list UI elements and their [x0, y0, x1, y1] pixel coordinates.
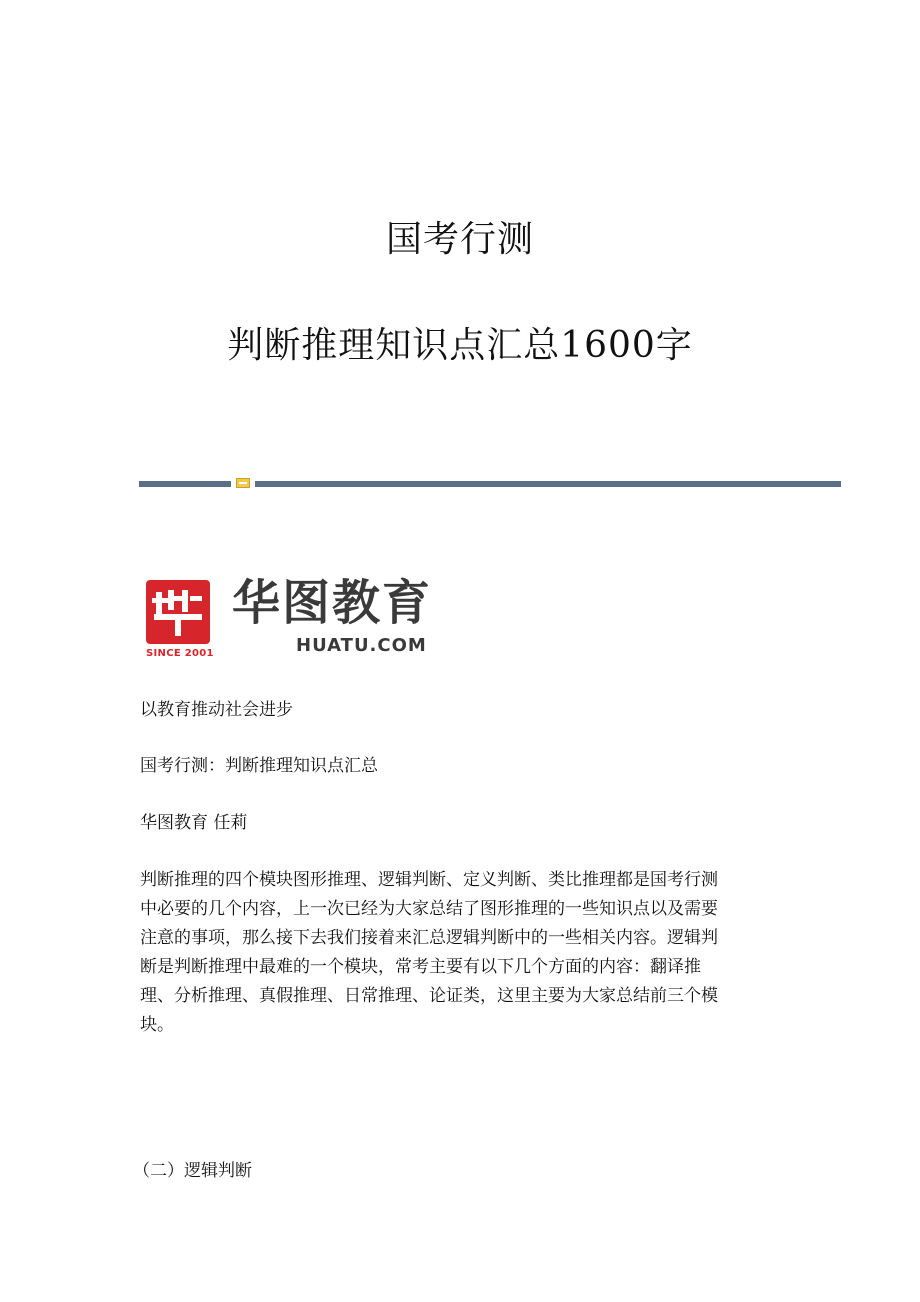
document-title: 国考行测 [385, 219, 534, 260]
body-paragraph [140, 866, 780, 1040]
body-line: 块。 [140, 1015, 174, 1035]
title-divider [139, 478, 841, 488]
section-heading: （二）逻辑判断 [133, 1161, 252, 1181]
body-line: 中必要的几个内容，上一次已经为大家总结了图形推理的一些知识点以及需要 [140, 899, 718, 919]
divider-bar-left [139, 481, 231, 487]
divider-bar-right [255, 481, 841, 487]
logo-brand-english: HUATU.COM [296, 635, 427, 656]
body-line: 判断推理的四个模块图形推理、逻辑判断、定义判断、类比推理都是国考行测 [140, 870, 718, 890]
divider-mark-icon [236, 478, 250, 488]
huatu-logo [146, 575, 486, 662]
huatu-logo-icon [146, 580, 210, 644]
article-author: 华图教育 任莉 [140, 813, 248, 833]
logo-since-text: SINCE 2001 [146, 648, 214, 659]
body-line: 理、分析推理、真假推理、日常推理、论证类，这里主要为大家总结前三个模 [140, 986, 718, 1006]
document-subtitle: 判断推理知识点汇总1600字 [227, 325, 693, 366]
body-line: 注意的事项，那么接下去我们接着来汇总逻辑判断中的一些相关内容。逻辑判 [140, 928, 718, 948]
body-line: 断是判断推理中最难的一个模块，常考主要有以下几个方面的内容：翻译推 [140, 957, 701, 977]
article-subtitle: 国考行测：判断推理知识点汇总 [140, 756, 378, 776]
slogan-text: 以教育推动社会进步 [140, 700, 293, 720]
logo-brand-chinese: 华图教育 [232, 575, 433, 631]
